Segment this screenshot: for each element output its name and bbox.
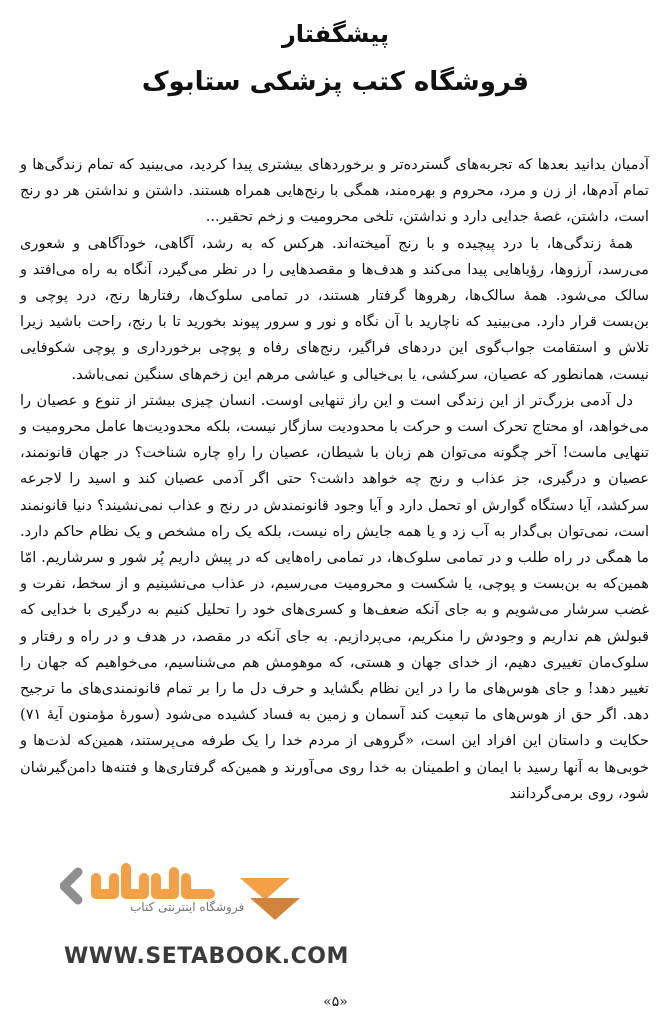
paragraph-2: همهٔ زندگی‌ها، با درد پیچیده و با رنج آمیخته‌اند. هرکس که به رشد، آگاهی، خودآگاهی و شعوری می‌رسد، آرزوها، رؤیاهایی پیدا می‌کند و هدف‌ها و مقصدهایی را در نظر می‌گیرد، آنگاه به راه می‌افتد و سالک می‌شود. همهٔ سالک‌ها، رهروها گرفتار هستند، در تمامی سلوک‌ها، رفتارها رنج، درد پوچی و بن‌بست قرار دارد. می‌بینید که ناچارید با آن نگاه و نور و سرور پیوند بخورید تا با رنج، راحت باشید زیرا تلاش و استقامت جواب‌گوی این دردهای فراگیر، رنج‌های رفاه و پوچی برخورداری و پوچی شکوفایی نیست، همانطور که عصیان، سرکشی، یا بی‌خیالی و عیاشی مرهم این زخم‌های سنگین نمی‌باشد. xyxy=(20,234,649,383)
setabook-watermark xyxy=(60,848,360,978)
page-title: پیشگفتار xyxy=(281,20,390,48)
watermark-tagline: فروشگاه اینترنتی کتاب xyxy=(130,900,245,914)
page-number: «۵» xyxy=(323,994,348,1010)
body-text xyxy=(20,152,649,807)
paragraph-3: دل آدمی بزرگ‌تر از این زندگی است و این راز تنهایی اوست. انسان چیزی بیشتر از تنوع و عصیان را می‌خواهد، او محتاج تحرک است و حرکت با محدودیت سازگار نیست، بلکه محدودیت‌ها عامل محرومیت و تنهایی ماست! آخر چگونه می‌توان هم زبان با شیطان، عصیان را راهِ چاره شناخت؟ در جهان قانونمند، عصیان و درگیری، جز عذاب و رنج چه خواهد داشت؟ حتی اگر آدمی عصیان کند و اسید را لاجرعه سرکشد، آیا دستگاه گوارش او تحمل دارد و آیا وجود قانونمندش در رنج و عذاب نمی‌نشیند؟ دنیا قانونمند است، نمی‌توان بی‌گدار به آب زد و یا همه جایش راه نیست، بلکه یک راه مشخص و یک نظام حاکم دارد. ما همگی در راه طلب و در تمامی سلوک‌ها، در تمامی راه‌هایی که در پیش داریم پُر شور و سرشاریم. امّا همین‌که به بن‌بست و پوچی، یا شکست و محرومیت می‌رسیم، در عذاب می‌نشینیم و از سخط، نفرت و غضب سرشار می‌شویم و به جای آنکه ضعف‌ها و کسری‌های خود را تحلیل کنیم به درگیری با خدایی که قبولش هم نداریم و وجودش را منکریم، می‌پردازیم. به جای آنکه در مقصد، در هدف و در راه و رفتار و سلوک‌مان تغییری دهیم، از خدای جهان و هستی، که موهومش هم می‌شناسیم، می‌خواهیم که جهان را تغییر دهد! و جای هوس‌های ما را در این نظام بگشاید و حرف دل ما را بر تمام قانونمندی‌های ما ترجیح دهد. اگر حق از هوس‌های ما تبعیت کند آسمان و زمین به فساد کشیده می‌شود (سورهٔ مؤمنون آیهٔ ۷۱) حکایت و داستان این افراد این است، «گروهی از مردم خدا را یک طرفه می‌پرستند، همین‌که لذت‌ها و خوبی‌ها به آنها رسید با ایمان و اطمینان به خدا روی می‌آورند و همین‌که گرفتاری‌ها و فتنه‌ها دامن‌گیرشان شود، روی برمی‌گردانند xyxy=(20,391,649,802)
paragraph-1: آدمیان بدانید بعدها که تجربه‌های گسترده‌تر و برخوردهای بیشتری پیدا کردید، می‌بینید که تمام زندگی‌ها و تمام آدم‌ها، از زن و مرد، محروم و بهره‌مند، همگی با رنج‌هایی همراه هستند. داشتن و نداشتن هر دو رنج است، داشتن، غصهٔ جدایی دارد و نداشتن، تلخی محرومیت و زخم تحقیر... xyxy=(20,156,649,226)
watermark-url: WWW.SETABOOK.COM xyxy=(64,944,349,969)
page-subtitle: فروشگاه کتب پزشکی ستابوک xyxy=(141,67,530,97)
setabook-logo-icon xyxy=(60,848,360,938)
